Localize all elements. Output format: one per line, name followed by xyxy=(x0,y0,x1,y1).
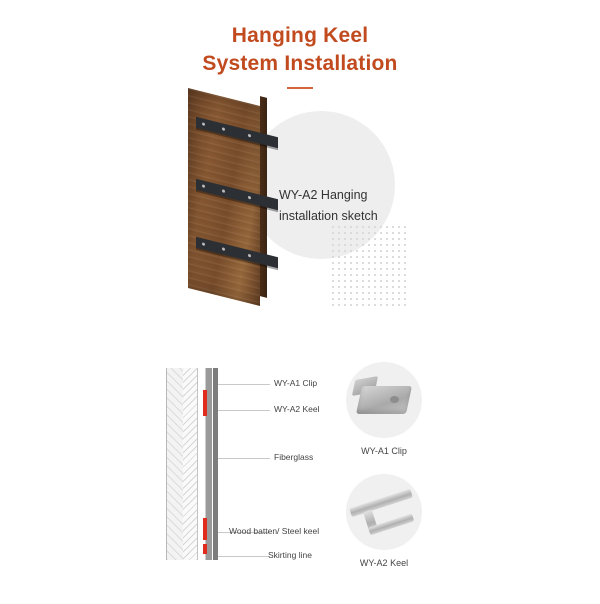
keel-illustration xyxy=(346,474,422,550)
screw-icon xyxy=(222,248,225,252)
page-title xyxy=(0,0,600,89)
label-wy-a1-clip: WY-A1 Clip xyxy=(274,378,318,389)
highlight-batten-position xyxy=(203,518,207,540)
hero-caption-line-2: installation sketch xyxy=(279,209,378,224)
keel-flange-bottom xyxy=(368,514,414,536)
section-diagram xyxy=(0,354,600,604)
hero-dot-pattern xyxy=(330,224,408,310)
title-line-2: System Installation xyxy=(202,51,398,75)
highlight-skirting-position xyxy=(203,544,207,554)
part-label-clip: WY-A1 Clip xyxy=(361,446,407,457)
keel-flange-top xyxy=(349,489,413,517)
layer-concrete-wall xyxy=(166,368,184,560)
leader-line-keel xyxy=(218,410,270,411)
screw-icon xyxy=(248,134,251,138)
title-line-1: Hanging Keel xyxy=(231,24,369,47)
part-label-keel: WY-A2 Keel xyxy=(359,558,409,569)
label-fiberglass: Fiberglass xyxy=(274,452,314,463)
screw-icon xyxy=(202,123,205,127)
hero-illustration xyxy=(0,89,600,354)
leader-line-clip xyxy=(218,384,270,385)
screw-icon xyxy=(248,254,251,258)
screw-icon xyxy=(222,128,225,132)
screw-icon xyxy=(202,243,205,247)
hero-caption-line-1: WY-A2 Hanging xyxy=(279,188,368,203)
leader-line-skirting xyxy=(218,556,270,557)
metal-clip-icon xyxy=(356,386,412,414)
label-wood-batten: Wood batten/ Steel keel xyxy=(229,526,320,537)
layer-fiberglass-insulation xyxy=(183,368,198,560)
part-callout-clip xyxy=(346,362,422,456)
screw-icon xyxy=(222,190,225,194)
wall-cross-section xyxy=(166,368,218,560)
part-callout-keel xyxy=(346,474,422,568)
screw-icon xyxy=(202,185,205,189)
clip-illustration xyxy=(346,362,422,438)
hero-caption xyxy=(279,185,419,226)
label-wy-a2-keel: WY-A2 Keel xyxy=(274,404,320,415)
metal-keel-profile-icon xyxy=(347,484,420,542)
label-skirting-line: Skirting line xyxy=(268,550,312,561)
highlight-clip-position xyxy=(203,390,207,416)
screw-icon xyxy=(248,196,251,200)
leader-line-fiberglass xyxy=(218,458,270,459)
